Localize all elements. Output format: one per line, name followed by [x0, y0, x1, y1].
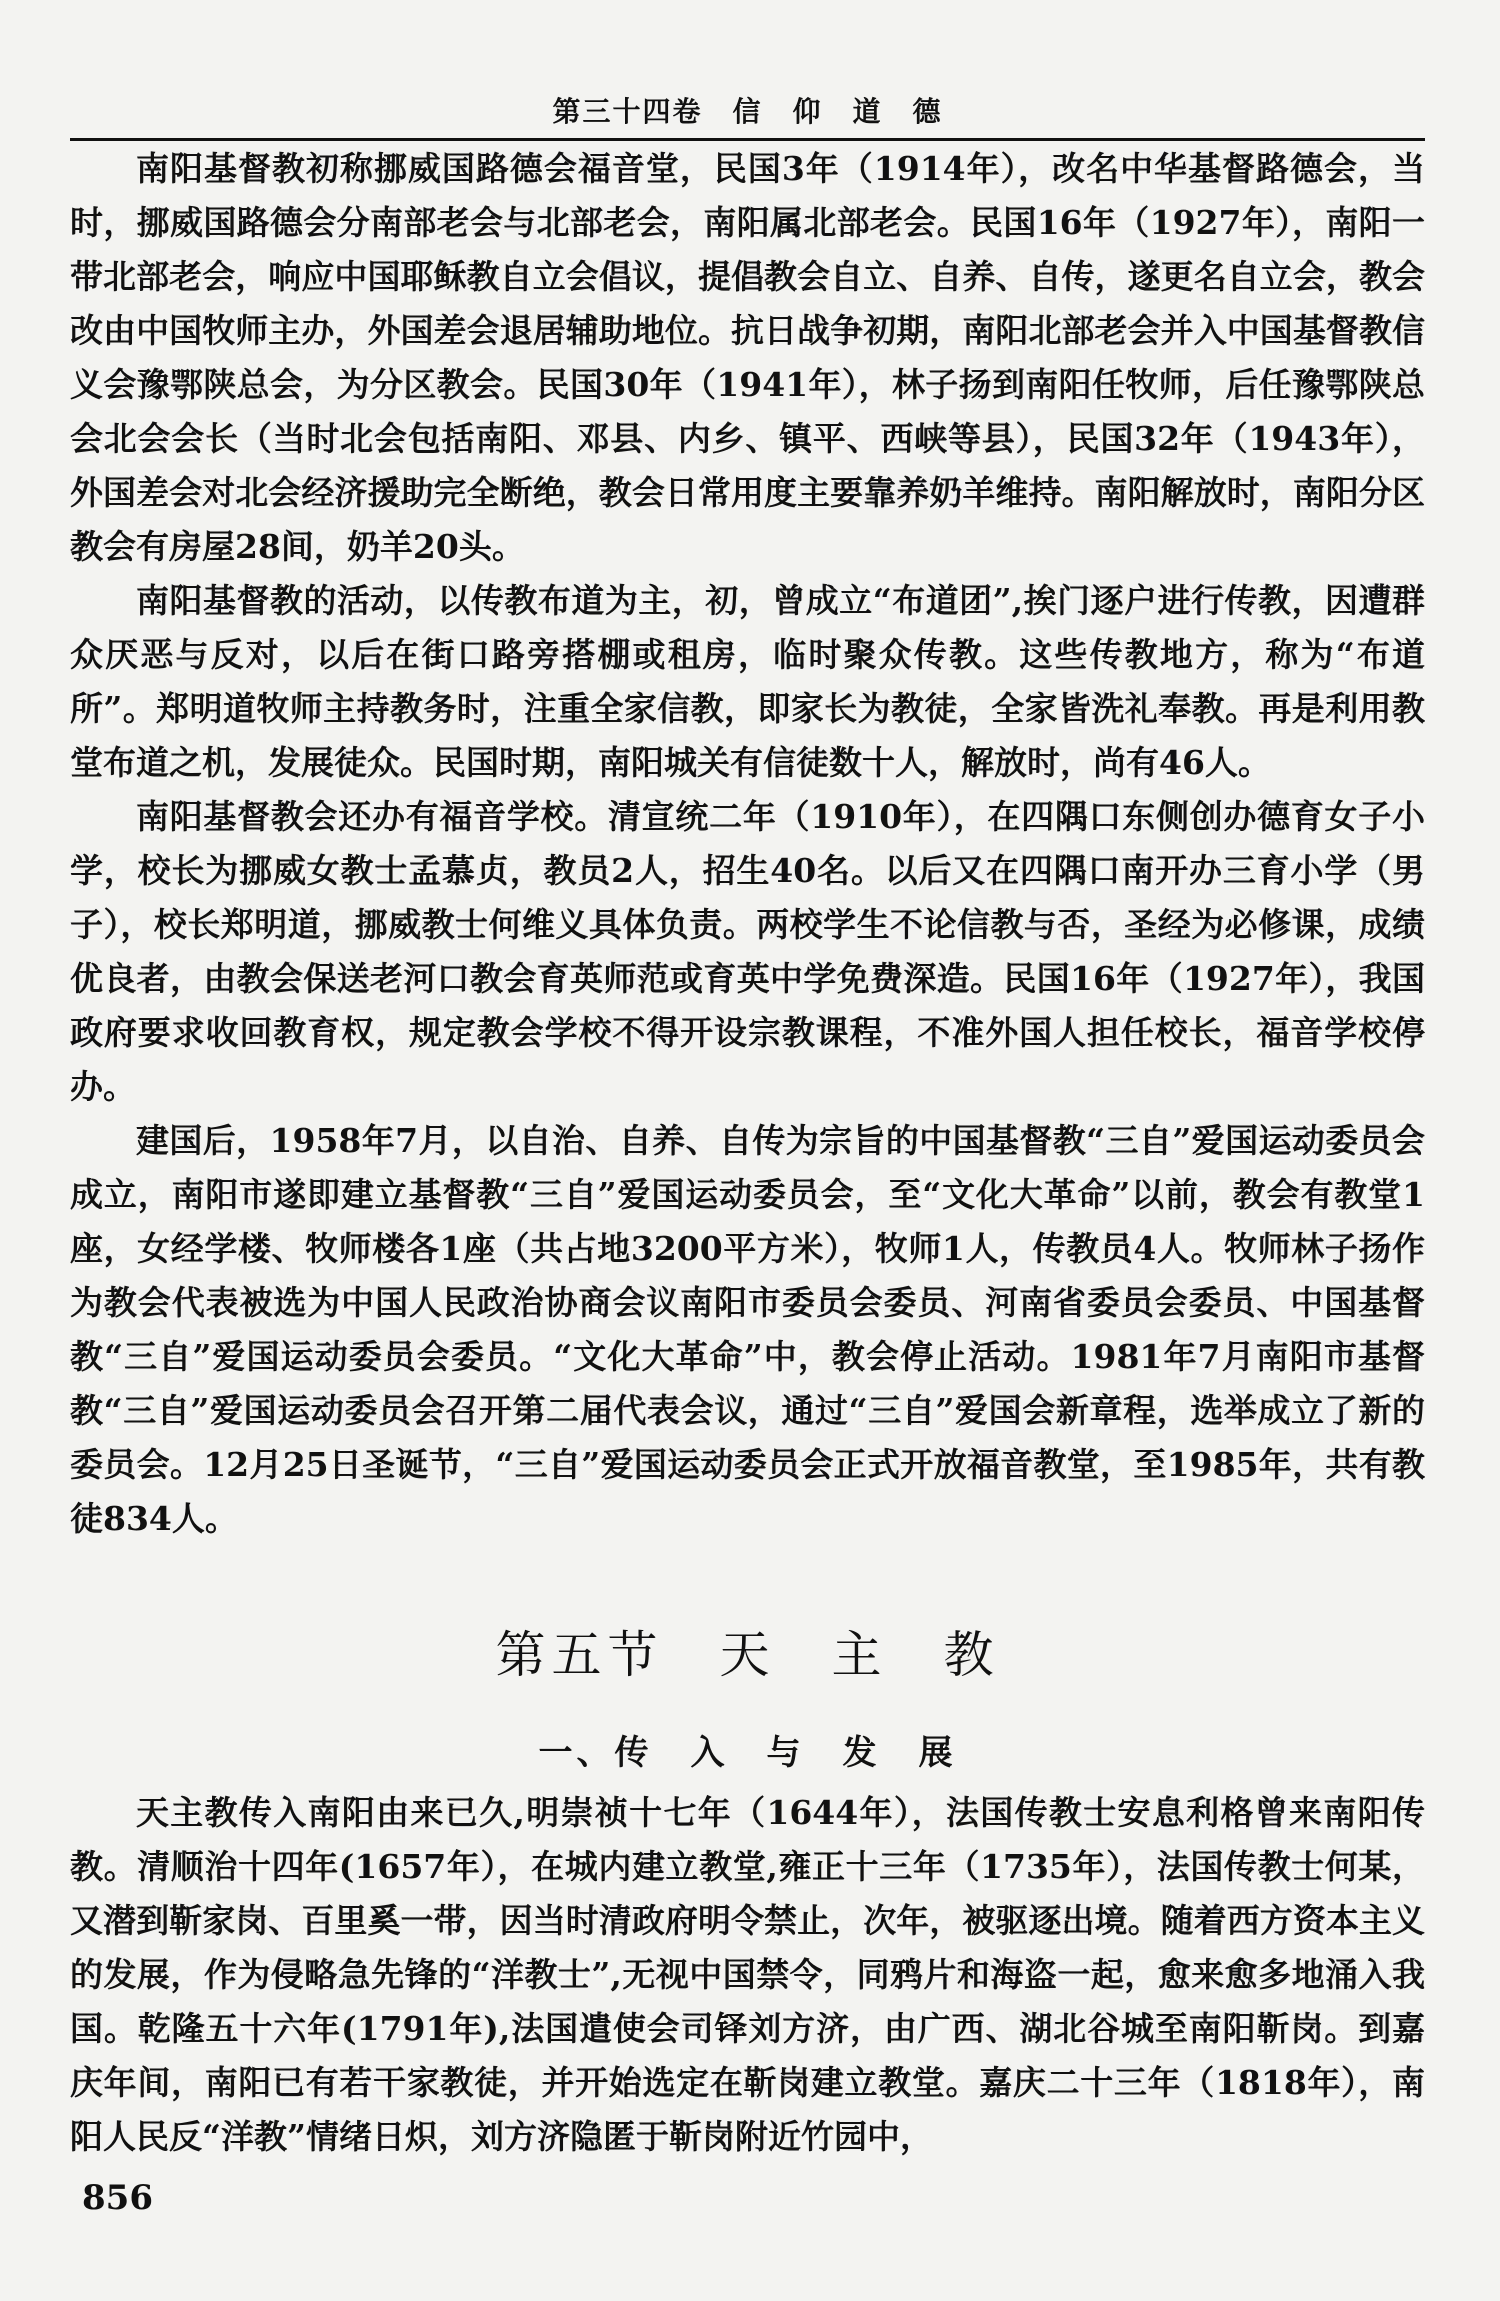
paragraph: 天主教传入南阳由来已久,明崇祯十七年（1644年），法国传教士安息利格曾来南阳传教。清顺治十四年(1657年），在城内建立教堂,雍正十三年（1735年），法国传教士何某，又潜到靳家岗、百里奚一带，因当时清政府明令禁止，次年，被驱逐出境。随着西方资本主义的发展，作为侵略急先锋的“洋教士”,无视中国禁令，同鸦片和海盗一起，愈来愈多地涌入我国。乾隆五十六年(1791年),法国遣使会司铎刘方济，由广西、湖北谷城至南阳靳岗。到嘉庆年间，南阳已有若干家教徒，并开始选定在靳岗建立教堂。嘉庆二十三年（1818年），南阳人民反“洋教”情绪日炽，刘方济隐匿于靳岗附近竹园中，	[70, 1793, 1425, 2156]
paragraph: 建国后，1958年7月，以自治、自养、自传为宗旨的中国基督教“三自”爱国运动委员会成立，南阳市遂即建立基督教“三自”爱国运动委员会，至“文化大革命”以前，教会有教堂1座，女经学楼、牧师楼各1座（共占地3200平方米），牧师1人，传教员4人。牧师林子扬作为教会代表被选为中国人民政治协商会议南阳市委员会委员、河南省委员会委员、中国基督教“三自”爱国运动委员会委员。“文化大革命”中，教会停止活动。1981年7月南阳市基督教“三自”爱国运动委员会召开第二届代表会议，通过“三自”爱国会新章程，选举成立了新的委员会。12月25日圣诞节，“三自”爱国运动委员会正式开放福音教堂，至1985年，共有教徒834人。	[70, 1121, 1425, 1538]
main-body	[70, 142, 1425, 1546]
running-header: 第三十四卷 信 仰 道 德	[70, 90, 1425, 141]
section-title: 第五节 天 主 教	[495, 1626, 1000, 1684]
paragraph: 南阳基督教会还办有福音学校。清宣统二年（1910年），在四隅口东侧创办德育女子小学，校长为挪威女教士孟慕贞，教员2人，招生40名。以后又在四隅口南开办三育小学（男子），校长郑明道，挪威教士何维义具体负责。两校学生不论信教与否，圣经为必修课，成绩优良者，由教会保送老河口教会育英师范或育英中学免费深造。民国16年（1927年），我国政府要求收回教育权，规定教会学校不得开设宗教课程，不准外国人担任校长，福音学校停办。	[70, 797, 1425, 1106]
section-body	[70, 1786, 1425, 2164]
paragraph: 南阳基督教初称挪威国路德会福音堂，民国3年（1914年），改名中华基督路德会，当时，挪威国路德会分南部老会与北部老会，南阳属北部老会。民国16年（1927年），南阳一带北部老会，响应中国耶稣教自立会倡议，提倡教会自立、自养、自传，遂更名自立会，教会改由中国牧师主办，外国差会退居辅助地位。抗日战争初期，南阳北部老会并入中国基督教信义会豫鄂陕总会，为分区教会。民国30年（1941年），林子扬到南阳任牧师，后任豫鄂陕总会北会会长（当时北会包括南阳、邓县、内乡、镇平、西峡等县），民国32年（1943年），外国差会对北会经济援助完全断绝，教会日常用度主要靠养奶羊维持。南阳解放时，南阳分区教会有房屋28间，奶羊20头。	[70, 149, 1425, 566]
page-number: 856	[82, 2178, 153, 2218]
paragraph: 南阳基督教的活动，以传教布道为主，初，曾成立“布道团”,挨门逐户进行传教，因遭群众厌恶与反对，以后在街口路旁搭棚或租房，临时聚众传教。这些传教地方，称为“布道所”。郑明道牧师主持教务时，注重全家信教，即家长为教徒，全家皆洗礼奉教。再是利用教堂布道之机，发展徒众。民国时期，南阳城关有信徒数十人，解放时，尚有46人。	[70, 581, 1425, 782]
subsection-title: 一、传 入 与 发 展	[538, 1733, 957, 1773]
